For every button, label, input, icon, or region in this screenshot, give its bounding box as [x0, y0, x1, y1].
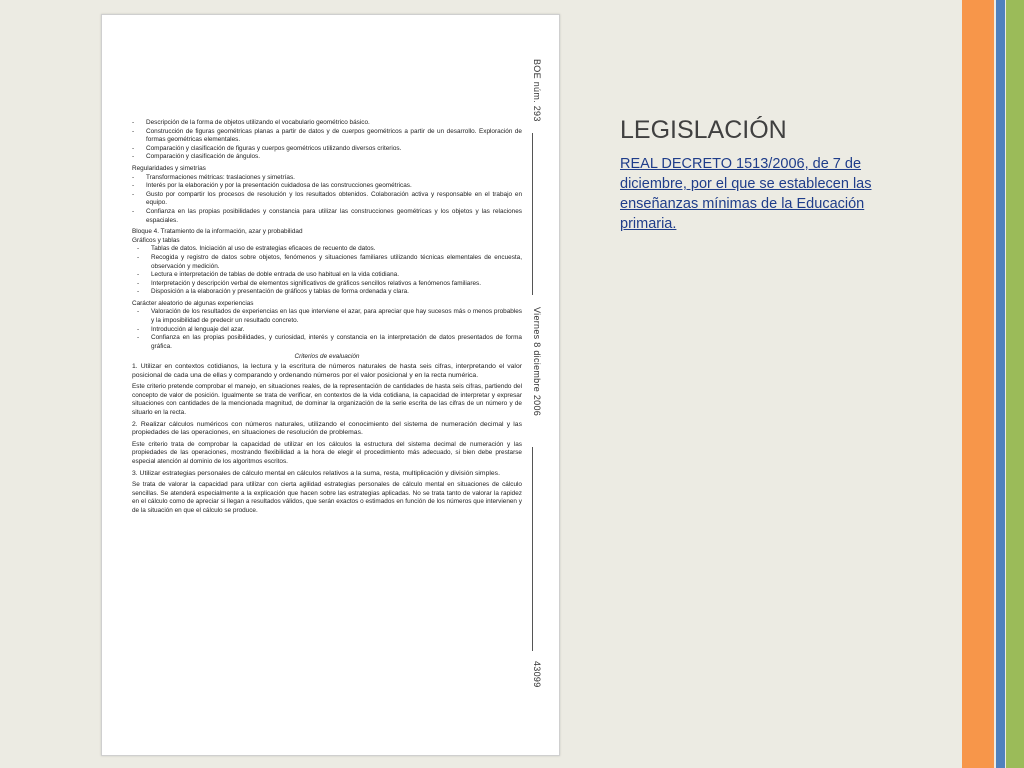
boe-header: BOE núm. 293 [532, 59, 542, 122]
list-regularidades [132, 174, 522, 226]
section-azar: Carácter aleatorio de algunas experiencias [132, 299, 254, 307]
slide-title: LEGISLACIÓN [620, 116, 787, 144]
list-geometria [132, 119, 522, 162]
decor-stripe-green [1006, 0, 1024, 768]
section-regularidades: Regularidades y simetrías [132, 164, 206, 172]
margin-rule-2 [532, 447, 533, 651]
list-item: - Construcción de figuras geométricas planas a partir de datos y de cuerpos geométricos a partir de un desarrollo. Exploración de formas geométricas elementales. [132, 128, 522, 145]
list-item: - Confianza en las propias posibilidades y constancia para utilizar las construcciones geométricas y los objetos y las relaciones espaciales. [132, 208, 522, 225]
list-item: - Gusto por compartir los procesos de resolución y los resultados obtenidos. Colaboración activa y responsable en el trabajo en equipo. [132, 191, 522, 208]
criterio-1-desc: Este criterio pretende comprobar el manejo, en situaciones reales, de la representación de cantidades de hasta seis cifras, partiendo del concepto de valor de posición. Igualmente se trata de verificar, en contextos de la vida cotidiana, la capacidad de interpretar y expresar situaciones con cantidades de la mencionada magnitud, de dominar la organización de la serie escrita de las cifras de un número y de situarlo en la recta. [132, 383, 522, 416]
boe-page-number: 43099 [532, 661, 542, 688]
list-item: - Lectura e interpretación de tablas de doble entrada de uso habitual en la vida cotidiana. [132, 271, 522, 280]
boe-date: Viernes 8 diciembre 2006 [532, 307, 542, 417]
criterios-title: Criterios de evaluación [294, 353, 360, 361]
list-item: - Comparación y clasificación de figuras y cuerpos geométricos utilizando diversos criterios. [132, 145, 522, 154]
criterio-3: 3. Utilizar estrategias personales de cálculo mental en cálculos relativos a la suma, resta, multiplicación y división simples. [132, 469, 500, 477]
margin-rule-1 [532, 133, 533, 295]
list-item: - Introducción al lenguaje del azar. [132, 326, 522, 335]
list-item: - Interés por la elaboración y por la presentación cuidadosa de las construcciones geométricas. [132, 182, 522, 191]
list-graficos [132, 245, 522, 297]
list-item: - Valoración de los resultados de experiencias en las que interviene el azar, para apreciar que hay sucesos más o menos probables y la imposibilidad de predecir un resultado concreto. [132, 308, 522, 325]
list-item: - Comparación y clasificación de ángulos. [132, 153, 522, 162]
criterio-2: 2. Realizar cálculos numéricos con números naturales, utilizando el conocimiento del sistema de numeración decimal y las propiedades de las operaciones, en situaciones de resolución de problemas. [132, 420, 522, 437]
decor-stripe-blue [996, 0, 1005, 768]
criterio-3-desc: Se trata de valorar la capacidad para utilizar con cierta agilidad estrategias personales de cálculo mental en situaciones de cálculo sencillas. Se atenderá especialmente a la explicación que hacen sobre las estrategias aplicadas. No se trata tanto de valorar la rapidez en el cálculo como de apreciar si llegan a resultados válidos, que serán exactos o estimados en función de los números que intervienen y de la situación en que el cálculo se produce. [132, 481, 522, 514]
criterio-1: 1. Utilizar en contextos cotidianos, la lectura y la escritura de números naturales de hasta seis cifras, interpretando el valor posicional de cada una de ellas y comparando y ordenando números por el valor posicional y en la recta numérica. [132, 363, 522, 379]
criterio-2-desc: Este criterio trata de comprobar la capacidad de utilizar en los cálculos la estructura del sistema decimal de numeración y las propiedades de las operaciones, mostrando flexibilidad a la hora de elegir el procedimiento más adecuado, si bien debe prestarse especial atención al dominio de los algoritmos escritos. [132, 440, 522, 465]
list-item: - Confianza en las propias posibilidades, y curiosidad, interés y constancia en la interpretación de datos presentados de forma gráfica. [132, 334, 522, 351]
list-item: - Disposición a la elaboración y presentación de gráficos y tablas de forma ordenada y clara. [132, 288, 522, 297]
decor-stripe-orange [962, 0, 994, 768]
document-body [132, 119, 522, 519]
real-decreto-link[interactable]: REAL DECRETO 1513/2006, de 7 de diciembre, por el que se establecen las enseñanzas mínimas de la Educación primaria. [620, 156, 872, 232]
list-item: - Descripción de la forma de objetos utilizando el vocabulario geométrico básico. [132, 119, 522, 128]
section-graficos: Gráficos y tablas [132, 236, 180, 244]
list-item: - Recogida y registro de datos sobre objetos, fenómenos y situaciones familiares utilizando técnicas elementales de encuesta, observación y medición. [132, 254, 522, 271]
list-item: - Interpretación y descripción verbal de elementos significativos de gráficos sencillos relativos a fenómenos familiares. [132, 280, 522, 289]
list-item: - Tablas de datos. Iniciación al uso de estrategias eficaces de recuento de datos. [132, 245, 522, 254]
list-item: - Transformaciones métricas: traslaciones y simetrías. [132, 174, 522, 183]
list-azar [132, 308, 522, 351]
bloque4-title: Bloque 4. Tratamiento de la información, azar y probabilidad [132, 228, 303, 236]
boe-document-page [101, 14, 560, 756]
